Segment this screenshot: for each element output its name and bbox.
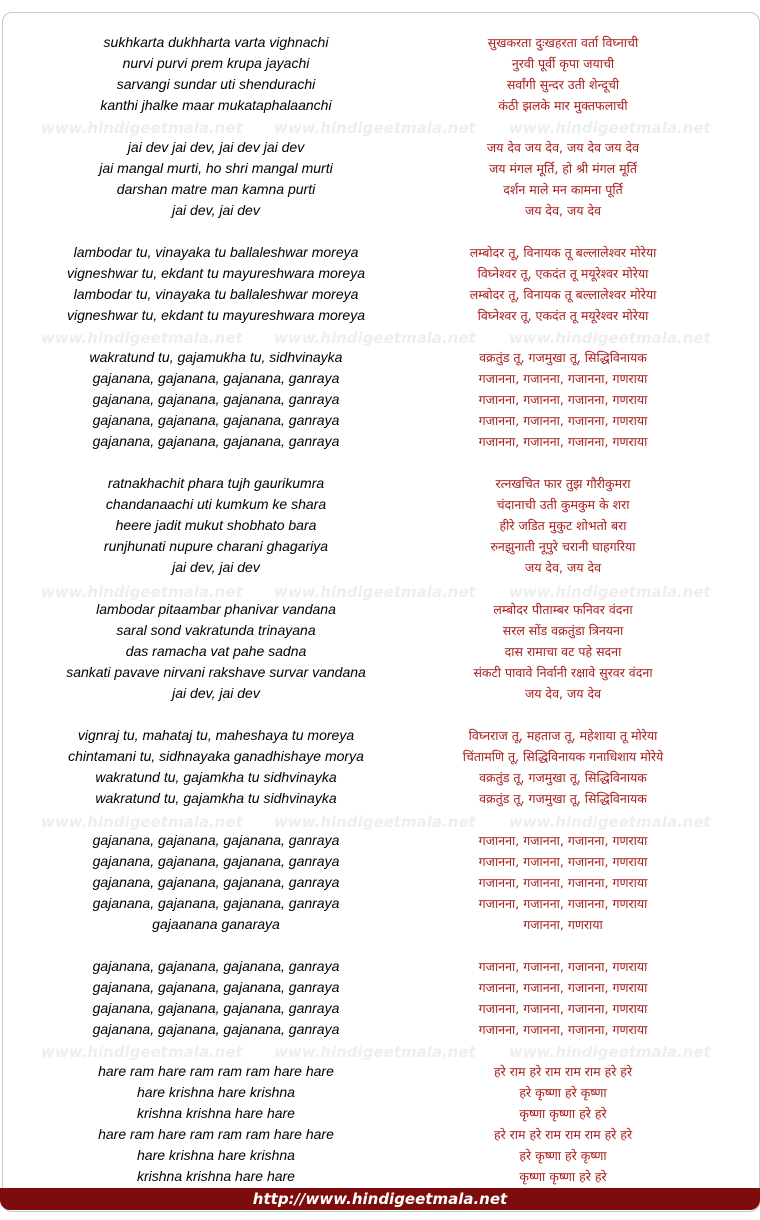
watermark-text: www.hindigeetmala.net xyxy=(274,1043,476,1061)
lyric-line-english: gajanana, gajanana, gajanana, ganraya xyxy=(92,895,340,911)
watermark-text: www.hindigeetmala.net xyxy=(274,329,476,347)
lyric-line-english: vigneshwar tu, ekdant tu mayureshwara moreya xyxy=(66,265,366,281)
lyric-line-english: runjhunati nupure charani ghagariya xyxy=(103,538,329,554)
watermark-text: www.hindigeetmala.net xyxy=(509,329,711,347)
watermark-text: www.hindigeetmala.net xyxy=(41,1043,243,1061)
watermark-text: www.hindigeetmala.net xyxy=(41,329,243,347)
lyric-line-english: darshan matre man kamna purti xyxy=(116,181,316,197)
lyric-line-english: hare krishna hare krishna xyxy=(137,1147,295,1163)
watermark-text: www.hindigeetmala.net xyxy=(274,119,476,137)
lyric-line-hindi: जय मंगल मूर्ति, हो श्री मंगल मूर्ति xyxy=(489,161,637,176)
lyric-line-hindi: दर्शन माले मन कामना पूर्ति xyxy=(503,182,623,197)
lyric-line-hindi: हरे कृष्णा हरे कृष्णा xyxy=(519,1085,607,1100)
lyric-line-english: gajaanana ganaraya xyxy=(152,916,280,932)
lyric-line-english: sarvangi sundar uti shendurachi xyxy=(116,76,316,92)
lyric-line-hindi: सर्वांगी सुन्दर उती शेन्दूची xyxy=(506,77,620,92)
lyric-line-hindi: हरे राम हरे राम राम राम हरे हरे xyxy=(493,1127,633,1142)
lyric-line-english: chintamani tu, sidhnayaka ganadhishaye morya xyxy=(68,748,364,764)
lyric-line-english: hare krishna hare krishna xyxy=(137,1084,295,1100)
lyric-line-english: ratnakhachit phara tujh gaurikumra xyxy=(107,475,325,491)
lyric-line-english: gajanana, gajanana, gajanana, ganraya xyxy=(92,853,340,869)
watermark-text: www.hindigeetmala.net xyxy=(41,583,243,601)
lyric-line-english: krishna krishna hare hare xyxy=(137,1105,295,1121)
lyric-line-english: jai dev jai dev, jai dev jai dev xyxy=(127,139,305,155)
lyric-line-hindi: हरे कृष्णा हरे कृष्णा xyxy=(519,1148,607,1163)
lyric-line-english: heere jadit mukut shobhato bara xyxy=(115,517,317,533)
lyric-line-english: sukhkarta dukhharta varta vighnachi xyxy=(103,34,329,50)
lyric-line-english: nurvi purvi prem krupa jayachi xyxy=(122,55,310,71)
lyric-line-hindi: गजानना, गजानना, गजानना, गणराया xyxy=(478,854,648,869)
lyric-line-hindi: वक्रतुंड तू, गजमुखा तू, सिद्धिविनायक xyxy=(479,791,647,806)
lyric-line-english: hare ram hare ram ram ram hare hare xyxy=(98,1126,334,1142)
lyric-line-hindi: गजानना, गजानना, गजानना, गणराया xyxy=(478,875,648,890)
lyric-line-hindi: जय देव जय देव, जय देव जय देव xyxy=(486,140,640,155)
lyric-line-hindi: लम्बोदर तू, विनायक तू बल्लालेश्वर मोरेया xyxy=(469,287,657,302)
lyric-line-hindi: लम्बोदर तू, विनायक तू बल्लालेश्वर मोरेया xyxy=(469,245,657,260)
watermark-text: www.hindigeetmala.net xyxy=(509,119,711,137)
lyric-line-hindi: हीरे जडित मुकुट शोभतो बरा xyxy=(499,518,627,533)
lyric-line-hindi: गजानना, गजानना, गजानना, गणराया xyxy=(478,1022,648,1037)
lyric-line-english: gajanana, gajanana, gajanana, ganraya xyxy=(92,1000,340,1016)
lyric-line-hindi: जय देव, जय देव xyxy=(524,203,602,218)
lyric-line-english: chandanaachi uti kumkum ke shara xyxy=(105,496,327,512)
lyric-line-hindi: जय देव, जय देव xyxy=(524,560,602,575)
watermark-text: www.hindigeetmala.net xyxy=(41,119,243,137)
lyric-line-english: kanthi jhalke maar mukataphalaanchi xyxy=(100,97,332,113)
footer-link[interactable]: http://www.hindigeetmala.net xyxy=(0,1188,760,1210)
lyric-line-hindi: गजानना, गजानना, गजानना, गणराया xyxy=(478,980,648,995)
lyric-line-english: gajanana, gajanana, gajanana, ganraya xyxy=(92,979,340,995)
lyric-line-hindi: नुरवी पूर्वी कृपा जयाची xyxy=(511,56,615,71)
lyric-line-english: vigneshwar tu, ekdant tu mayureshwara moreya xyxy=(66,307,366,323)
lyric-line-hindi: जय देव, जय देव xyxy=(524,686,602,701)
lyric-line-english: hare ram hare ram ram ram hare hare xyxy=(98,1063,334,1079)
lyric-line-english: jai dev, jai dev xyxy=(172,559,260,575)
lyric-line-hindi: विघ्नराज तू, महताज तू, महेशाया तू मोरेया xyxy=(468,728,658,743)
lyric-line-hindi: गजानना, गजानना, गजानना, गणराया xyxy=(478,413,648,428)
lyric-line-hindi: रुनझुनाती नूपुरे चरानी घाहगरिया xyxy=(490,539,636,554)
lyric-line-english: sankati pavave nirvani rakshave survar vandana xyxy=(66,664,366,680)
lyric-line-english: gajanana, gajanana, gajanana, ganraya xyxy=(92,391,340,407)
lyric-line-english: wakratund tu, gajamukha tu, sidhvinayka xyxy=(89,349,343,365)
lyric-line-english: gajanana, gajanana, gajanana, ganraya xyxy=(92,958,340,974)
lyric-line-hindi: सुखकरता दुःखहरता वर्ता विघ्नाची xyxy=(487,35,639,50)
lyric-line-hindi: गजानना, गणराया xyxy=(523,917,603,932)
lyric-line-english: jai dev, jai dev xyxy=(172,685,260,701)
lyric-line-english: gajanana, gajanana, gajanana, ganraya xyxy=(92,832,340,848)
lyric-line-hindi: कृष्णा कृष्णा हरे हरे xyxy=(519,1169,607,1184)
lyric-line-hindi: विघ्नेश्वर तू, एकदंत तू मयूरेश्वर मोरेया xyxy=(477,308,649,323)
watermark-text: www.hindigeetmala.net xyxy=(509,583,711,601)
lyric-line-english: lambodar pitaambar phanivar vandana xyxy=(96,601,336,617)
lyric-line-english: gajanana, gajanana, gajanana, ganraya xyxy=(92,412,340,428)
lyric-line-hindi: वक्रतुंड तू, गजमुखा तू, सिद्धिविनायक xyxy=(479,770,647,785)
lyric-line-hindi: हरे राम हरे राम राम राम हरे हरे xyxy=(493,1064,633,1079)
lyric-line-hindi: गजानना, गजानना, गजानना, गणराया xyxy=(478,1001,648,1016)
lyric-line-english: gajanana, gajanana, gajanana, ganraya xyxy=(92,1021,340,1037)
lyric-line-hindi: चिंतामणि तू, सिद्धिविनायक गनाधिशाय मोरेये xyxy=(462,749,664,764)
lyric-line-english: wakratund tu, gajamkha tu sidhvinayka xyxy=(95,790,337,806)
lyric-line-english: lambodar tu, vinayaka tu ballaleshwar moreya xyxy=(73,244,359,260)
lyric-line-hindi: विघ्नेश्वर तू, एकदंत तू मयूरेश्वर मोरेया xyxy=(477,266,649,281)
lyric-line-english: jai mangal murti, ho shri mangal murti xyxy=(99,160,333,176)
lyric-line-hindi: रत्नखचित फार तुझ गौरीकुमरा xyxy=(495,476,631,491)
lyric-line-english: saral sond vakratunda trinayana xyxy=(116,622,316,638)
lyric-line-english: gajanana, gajanana, gajanana, ganraya xyxy=(92,874,340,890)
lyric-line-hindi: वक्रतुंड तू, गजमुखा तू, सिद्धिविनायक xyxy=(479,350,647,365)
lyric-line-hindi: गजानना, गजानना, गजानना, गणराया xyxy=(478,434,648,449)
lyric-line-hindi: लम्बोदर पीताम्बर फनिवर वंदना xyxy=(493,602,633,617)
watermark-text: www.hindigeetmala.net xyxy=(274,813,476,831)
lyric-line-hindi: चंदानाची उती कुमकुम के शरा xyxy=(496,497,630,512)
watermark-text: www.hindigeetmala.net xyxy=(509,813,711,831)
lyric-line-hindi: गजानना, गजानना, गजानना, गणराया xyxy=(478,833,648,848)
lyric-line-english: lambodar tu, vinayaka tu ballaleshwar moreya xyxy=(73,286,359,302)
lyric-line-english: wakratund tu, gajamkha tu sidhvinayka xyxy=(95,769,337,785)
lyric-line-hindi: गजानना, गजानना, गजानना, गणराया xyxy=(478,371,648,386)
lyrics-frame xyxy=(2,12,760,1212)
lyric-line-english: das ramacha vat pahe sadna xyxy=(125,643,307,659)
lyric-line-english: jai dev, jai dev xyxy=(172,202,260,218)
lyric-line-english: gajanana, gajanana, gajanana, ganraya xyxy=(92,433,340,449)
watermark-text: www.hindigeetmala.net xyxy=(509,1043,711,1061)
lyric-line-english: gajanana, gajanana, gajanana, ganraya xyxy=(92,370,340,386)
lyric-line-hindi: कृष्णा कृष्णा हरे हरे xyxy=(519,1106,607,1121)
watermark-text: www.hindigeetmala.net xyxy=(274,583,476,601)
lyric-line-english: krishna krishna hare hare xyxy=(137,1168,295,1184)
lyric-line-hindi: गजानना, गजानना, गजानना, गणराया xyxy=(478,959,648,974)
lyric-line-hindi: संकटी पावावे निर्वानी रक्षावे सुरवर वंदना xyxy=(473,665,653,680)
lyric-line-hindi: दास रामाचा वट पहे सदना xyxy=(504,644,622,659)
watermark-text: www.hindigeetmala.net xyxy=(41,813,243,831)
lyric-line-hindi: गजानना, गजानना, गजानना, गणराया xyxy=(478,392,648,407)
lyric-line-english: vignraj tu, mahataj tu, maheshaya tu moreya xyxy=(77,727,355,743)
lyric-line-hindi: कंठी झलके मार मुक्तफलाची xyxy=(498,98,628,113)
lyric-line-hindi: गजानना, गजानना, गजानना, गणराया xyxy=(478,896,648,911)
lyric-line-hindi: सरल सोंड वक्रतुंडा त्रिनयना xyxy=(502,623,624,638)
